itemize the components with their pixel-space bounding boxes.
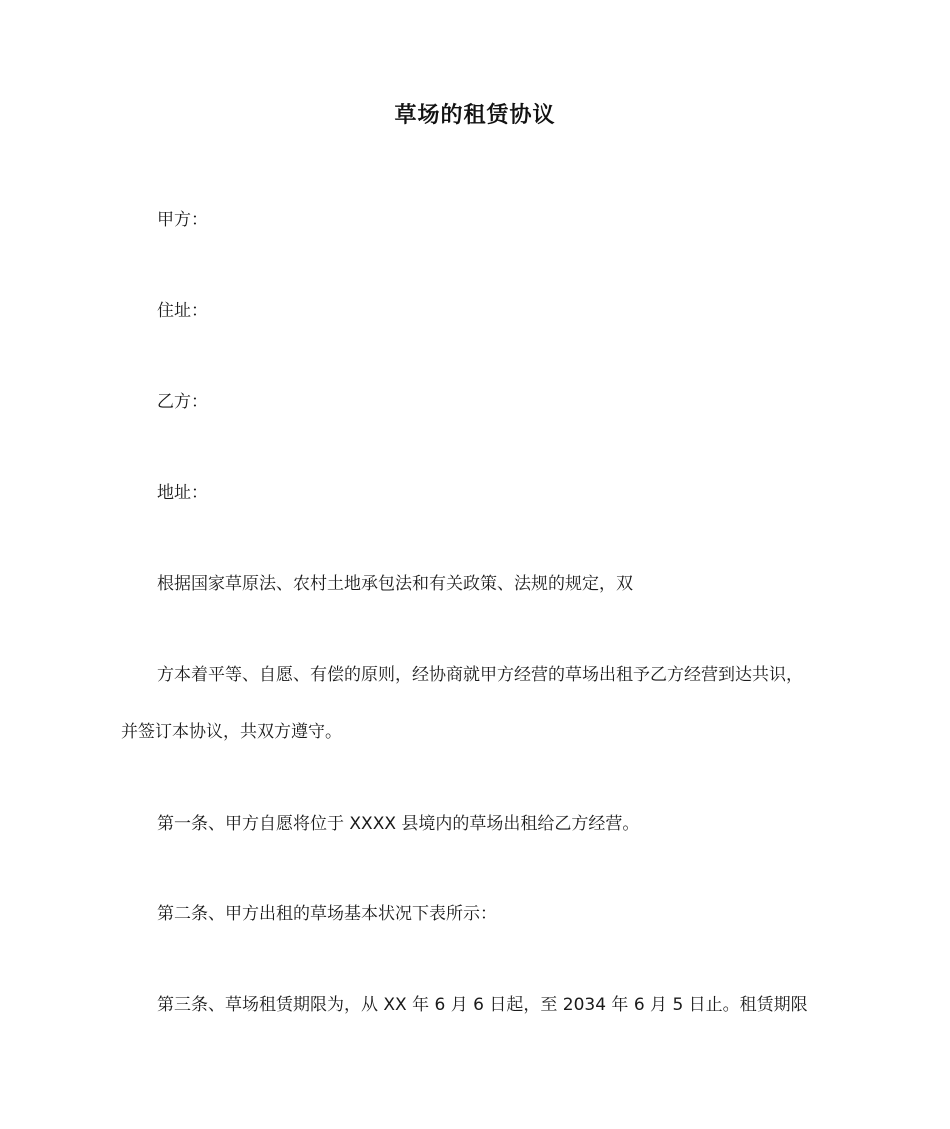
- party-b-label: 乙方：: [157, 392, 208, 412]
- party-a-address-label: 住址：: [157, 301, 208, 321]
- party-b-address-label: 地址：: [157, 483, 208, 503]
- paragraph-principle-line2: 并签订本协议，共双方遵守。: [121, 722, 342, 742]
- article-2: 第二条、甲方出租的草场基本状况下表所示：: [157, 904, 497, 924]
- document-title: 草场的租赁协议: [394, 103, 556, 128]
- article-3: 第三条、草场租赁期限为，从 XX 年 6 月 6 日起，至 2034 年 6 月 5 日止。租赁期限: [157, 995, 808, 1015]
- paragraph-basis: 根据国家草原法、农村土地承包法和有关政策、法规的规定，双: [157, 574, 633, 594]
- paragraph-principle-line1: 方本着平等、自愿、有偿的原则，经协商就甲方经营的草场出租予乙方经营到达共识，: [157, 665, 803, 685]
- party-a-label: 甲方：: [157, 210, 208, 230]
- article-1: 第一条、甲方自愿将位于 XXXX 县境内的草场出租给乙方经营。: [157, 814, 640, 834]
